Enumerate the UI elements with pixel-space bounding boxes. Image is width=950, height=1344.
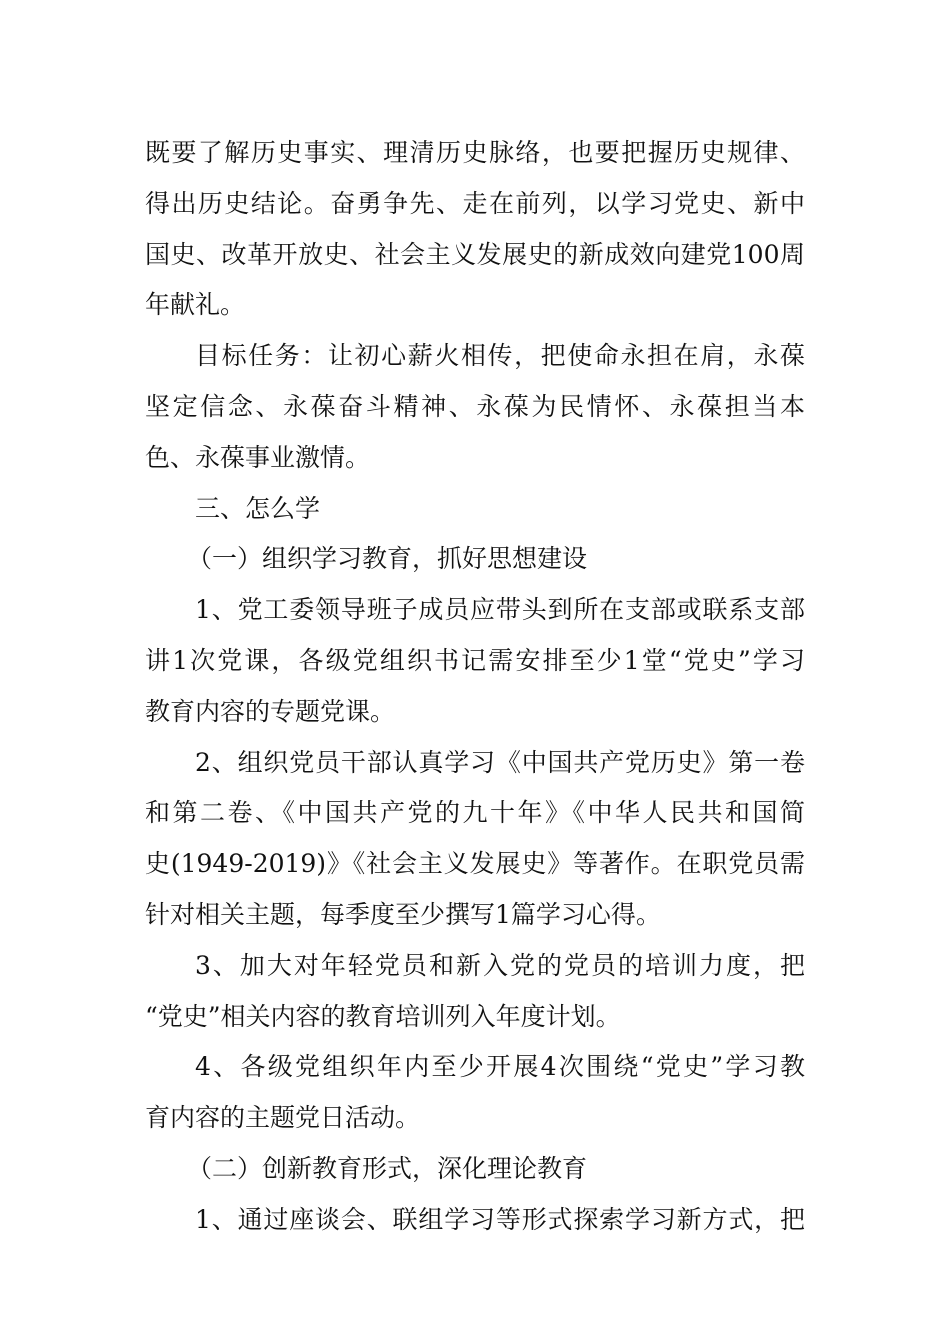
text-line: 得出历史结论。奋勇争先、走在前列，以学习党史、新中 (145, 188, 805, 218)
text-line: 1、党工委领导班子成员应带头到所在支部或联系支部 (195, 595, 805, 625)
text-line: 2、组织党员干部认真学习《中国共产党历史》第一卷 (195, 747, 805, 777)
text-line: 3、加大对年轻党员和新入党的党员的培训力度，把 (195, 950, 805, 980)
subsection-heading: （一）组织学习教育，抓好思想建设 (187, 544, 588, 574)
text-line: 坚定信念、永葆奋斗精神、永葆为民情怀、永葆担当本 (145, 391, 805, 421)
text-line: 针对相关主题，每季度至少撰写1篇学习心得。 (145, 899, 661, 929)
text-line: 教育内容的专题党课。 (145, 696, 396, 726)
text-line: 4、各级党组织年内至少开展4次围绕“党史”学习教 (195, 1052, 805, 1082)
text-line: 史(1949-2019)》《社会主义发展史》等著作。在职党员需 (145, 849, 805, 879)
subsection-heading: （二）创新教育形式，深化理论教育 (187, 1153, 588, 1183)
text-line: 和第二卷、《中国共产党的九十年》《中华人民共和国简 (145, 798, 805, 828)
section-heading: 三、怎么学 (195, 493, 321, 523)
text-line: 国史、改革开放史、社会主义发展史的新成效向建党100周 (145, 239, 805, 269)
text-line: 色、永葆事业激情。 (145, 442, 371, 472)
document-body (145, 128, 805, 1246)
text-line: 年献礼。 (145, 290, 246, 320)
text-line: 1、通过座谈会、联组学习等形式探索学习新方式，把 (195, 1204, 805, 1234)
text-line: 既要了解历史事实、理清历史脉络，也要把握历史规律、 (145, 138, 805, 167)
text-line: “党史”相关内容的教育培训列入年度计划。 (145, 1001, 621, 1031)
text-line: 育内容的主题党日活动。 (145, 1103, 421, 1133)
text-line: 目标任务：让初心薪火相传，把使命永担在肩，永葆 (195, 341, 805, 371)
text-line: 讲1次党课，各级党组织书记需安排至少1堂“党史”学习 (145, 645, 805, 675)
